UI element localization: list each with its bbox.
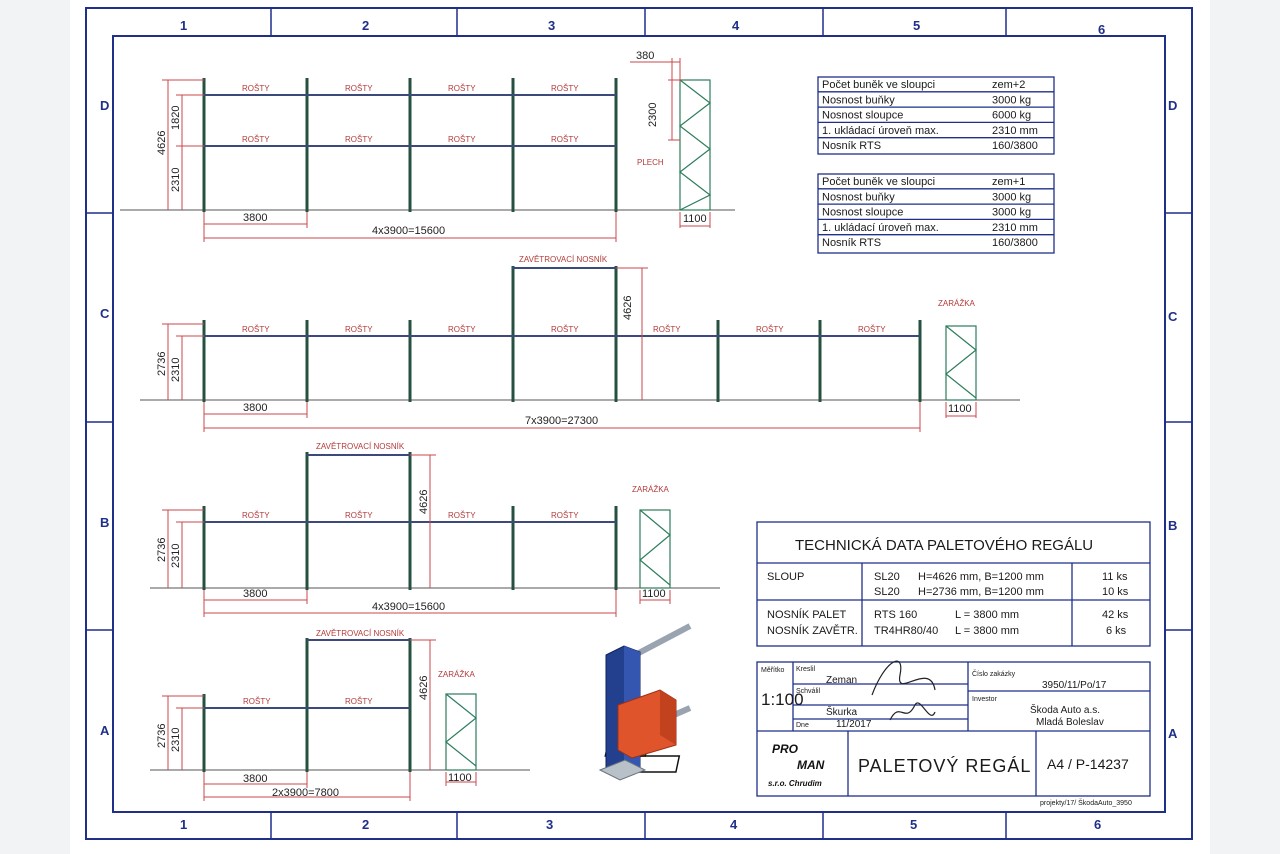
spec1-label: Nosnost sloupce (822, 109, 904, 122)
spec1-label: 1. ukládací úroveň max. (822, 124, 939, 137)
e2-side-depth: 1100 (948, 403, 972, 415)
tb-file-path: projekty/17/ ŠkodaAuto_3950 (1040, 800, 1132, 807)
spec2-label: Nosnost sloupce (822, 206, 904, 219)
e2labels-bay-label: ROŠTY (551, 325, 579, 334)
tb-scale: 1:100 (761, 690, 804, 709)
e4-dim-total: 2x3900=7800 (272, 787, 339, 799)
tb-investor-1: Škoda Auto a.s. (1030, 705, 1101, 716)
e1-side-label: PLECH (637, 158, 664, 167)
spec1-value: zem+2 (992, 79, 1026, 91)
e1-dim-total-height: 4626 (156, 130, 168, 155)
e1-dim-lower-height: 2310 (170, 167, 182, 192)
techdata-row2-qty: 10 ks (1102, 586, 1129, 598)
e4-stop-label: ZARÁŽKA (438, 670, 475, 679)
e2-dim-lower-height: 2310 (170, 357, 182, 382)
e3-dim-bay: 3800 (243, 588, 268, 600)
grid-col-4-bottom: 4 (730, 817, 738, 832)
tb-date: 11/2017 (836, 719, 872, 730)
e2-stop-label: ZARÁŽKA (938, 299, 975, 308)
grid-col-1-bottom: 1 (180, 817, 188, 832)
e1-bay-label-top-2: ROŠTY (345, 84, 373, 93)
e2labels-bay-label: ROŠTY (858, 325, 886, 334)
e2-dim-total-height: 2736 (156, 351, 168, 376)
techdata-row4-dims: L = 3800 mm (955, 625, 1020, 637)
grid-col-4-top: 4 (732, 18, 740, 33)
grid-row-b-right: B (1168, 518, 1178, 533)
e3-dim-lower-height: 2310 (170, 543, 182, 568)
e4-dim-lower-height: 2310 (170, 727, 182, 752)
e1-side-depth: 1100 (683, 213, 707, 225)
techdata-row3-spec: RTS 160 (874, 609, 918, 621)
spec1-value: 6000 kg (992, 109, 1032, 122)
grid-col-3-top: 3 (548, 18, 556, 33)
e1-bay-label-top-4: ROŠTY (551, 84, 579, 93)
e2-bracing-height: 4626 (622, 295, 634, 320)
e4-dim-total-height: 2736 (156, 723, 168, 748)
grid-col-2-bottom: 2 (362, 817, 370, 832)
e2-bracing-label: ZAVĚTROVACÍ NOSNÍK (519, 255, 608, 264)
e4-side-depth: 1100 (448, 772, 472, 784)
techdata-row4-spec: TR4HR80/40 (874, 625, 939, 637)
e1-bay-label-mid-4: ROŠTY (551, 135, 579, 144)
tb-investor-label: Investor (972, 696, 997, 703)
spec2-value: 160/3800 (992, 237, 1038, 250)
e1-side-width: 380 (636, 50, 655, 62)
e1-dim-upper-height: 1820 (170, 105, 182, 130)
e2labels-bay-label: ROŠTY (756, 325, 784, 334)
e2labels-bay-label: ROŠTY (448, 325, 476, 334)
tb-order: 3950/11/Po/17 (1042, 680, 1107, 691)
e3-side-depth: 1100 (642, 588, 666, 600)
techdata-row3-dims: L = 3800 mm (955, 609, 1020, 621)
techdata-row1-qty: 11 ks (1102, 571, 1128, 583)
e4-bay-label-1: ROŠTY (243, 697, 271, 706)
e4-bay-label-2: ROŠTY (345, 697, 373, 706)
grid-row-c-right: C (1168, 309, 1178, 324)
techdata-row2-spec: SL20 (874, 586, 900, 598)
tb-drawn-label: Kreslil (796, 666, 816, 673)
techdata-row1-dims: H=4626 mm, B=1200 mm (918, 571, 1044, 583)
techdata-row3-name: NOSNÍK PALET (767, 609, 847, 621)
techdata-row4-name: NOSNÍK ZAVĚTR. (767, 625, 858, 637)
e1-bay-label-top-1: ROŠTY (242, 84, 270, 93)
e1-bay-label-mid-1: ROŠTY (242, 135, 270, 144)
spec2-value: 2310 mm (992, 221, 1038, 234)
techdata-row1-spec: SL20 (874, 571, 900, 583)
techdata-row4-qty: 6 ks (1106, 625, 1127, 637)
e3labels-bay-label: ROŠTY (448, 511, 476, 520)
e1-dim-bay: 3800 (243, 212, 268, 224)
e3labels-bay-label: ROŠTY (242, 511, 270, 520)
e3-dim-total: 4x3900=15600 (372, 601, 446, 613)
spec2-label: Nosník RTS (822, 237, 882, 250)
grid-row-a-left: A (100, 723, 110, 738)
techdata-title: TECHNICKÁ DATA PALETOVÉHO REGÁLU (795, 537, 1094, 554)
tb-checked-name: Škurka (826, 707, 858, 718)
grid-row-c-left: C (100, 306, 110, 321)
e4-bracing-height: 4626 (418, 675, 430, 700)
spec2-label: Počet buněk ve sloupci (822, 176, 936, 188)
tb-date-label: Dne (796, 722, 809, 729)
spec1-value: 160/3800 (992, 140, 1038, 153)
grid-col-6-bottom: 6 (1094, 817, 1102, 832)
e2labels-bay-label: ROŠTY (242, 325, 270, 334)
tb-checked-label: Schválil (796, 688, 821, 695)
e1-bay-label-mid-3: ROŠTY (448, 135, 476, 144)
techdata-row3-qty: 42 ks (1102, 609, 1129, 621)
spec2-label: Nosnost buňky (822, 191, 895, 204)
spec1-label: Nosnost buňky (822, 94, 895, 107)
e2labels-bay-label: ROŠTY (345, 325, 373, 334)
grid-col-2-top: 2 (362, 18, 370, 33)
spec1-value: 2310 mm (992, 124, 1038, 137)
e3labels-bay-label: ROŠTY (345, 511, 373, 520)
tb-investor-2: Mladá Boleslav (1036, 717, 1104, 728)
spec2-label: 1. ukládací úroveň max. (822, 221, 939, 234)
tb-order-label: Číslo zakázky (972, 671, 1016, 678)
logo-sub: s.r.o. Chrudim (768, 779, 822, 788)
e3-bracing-height: 4626 (418, 489, 430, 514)
grid-row-d-right: D (1168, 98, 1178, 113)
e2labels-bay-label: ROŠTY (653, 325, 681, 334)
grid-row-d-left: D (100, 98, 110, 113)
e3-dim-total-height: 2736 (156, 537, 168, 562)
spec1-value: 3000 kg (992, 94, 1032, 107)
e3-bracing-label: ZAVĚTROVACÍ NOSNÍK (316, 442, 405, 451)
logo-top: PRO (772, 742, 799, 756)
grid-col-1-top: 1 (180, 18, 188, 33)
spec2-value: 3000 kg (992, 191, 1032, 204)
logo-bottom: MAN (797, 758, 825, 772)
e2-dim-total: 7x3900=27300 (525, 415, 599, 427)
grid-row-b-left: B (100, 515, 110, 530)
grid-col-6-top: 6 (1098, 22, 1106, 37)
techdata-row2-dims: H=2736 mm, B=1200 mm (918, 586, 1044, 598)
e4-bracing-label: ZAVĚTROVACÍ NOSNÍK (316, 629, 405, 638)
e1-dim-total: 4x3900=15600 (372, 225, 446, 237)
spec1-label: Počet buněk ve sloupci (822, 79, 936, 91)
grid-col-5-top: 5 (913, 18, 921, 33)
grid-col-3-bottom: 3 (546, 817, 554, 832)
e2-dim-bay: 3800 (243, 402, 268, 414)
spec2-value: 3000 kg (992, 206, 1032, 219)
grid-col-5-bottom: 5 (910, 817, 918, 832)
techdata-row1-name: SLOUP (767, 571, 805, 583)
e1-bay-label-mid-2: ROŠTY (345, 135, 373, 144)
e1-side-height: 2300 (647, 102, 659, 127)
e1-bay-label-top-3: ROŠTY (448, 84, 476, 93)
tb-drawing-title: PALETOVÝ REGÁL (858, 756, 1032, 776)
e3labels-bay-label: ROŠTY (551, 511, 579, 520)
tb-drawn-name: Zeman (826, 675, 858, 686)
e4-dim-bay: 3800 (243, 773, 268, 785)
spec2-value: zem+1 (992, 176, 1026, 188)
e3-stop-label: ZARÁŽKA (632, 485, 669, 494)
tb-sheet-number: A4 / P-14237 (1047, 756, 1129, 772)
spec1-label: Nosník RTS (822, 140, 882, 153)
grid-row-a-right: A (1168, 726, 1178, 741)
tb-scale-label: Měřítko (761, 667, 785, 674)
